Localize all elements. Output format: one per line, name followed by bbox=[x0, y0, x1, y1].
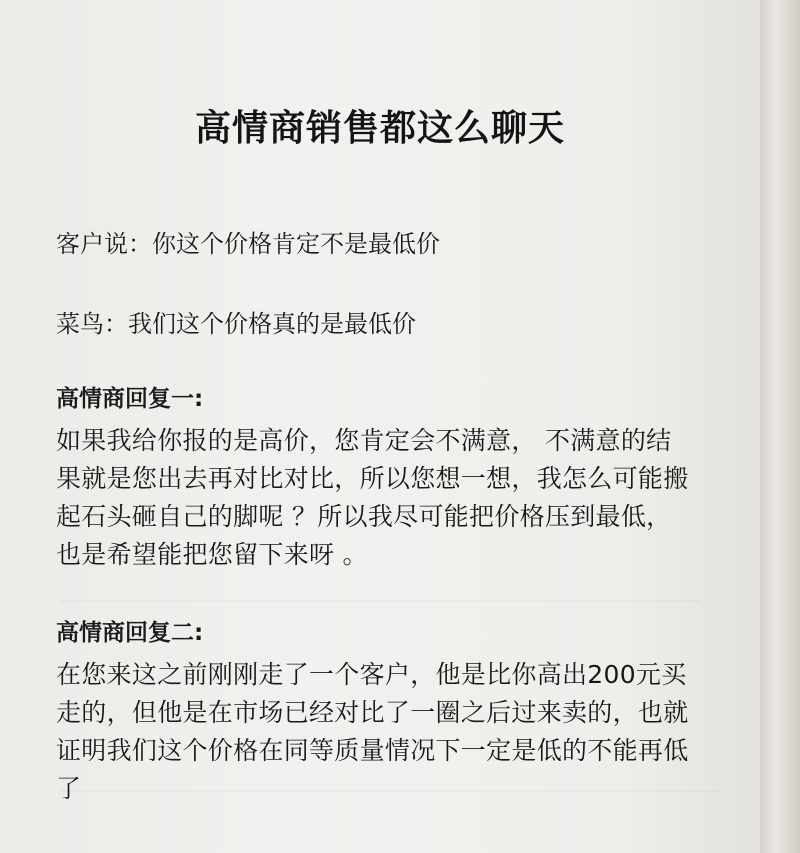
reply2-line: 走的，但他是在市场已经对比了一圈之后过来卖的，也就 bbox=[56, 698, 689, 727]
reply1-line: 果就是您出去再对比对比，所以您想一想，我怎么可能搬 bbox=[56, 464, 689, 493]
reply2-heading: 高情商回复二: bbox=[56, 620, 204, 646]
bleed-through-text bbox=[60, 790, 720, 792]
reply2-line: 证明我们这个价格在同等质量情况下一定是低的不能再低 bbox=[56, 736, 689, 765]
reply1-line: 起石头砸自己的脚呢 ？所以我尽可能把价格压到最低， bbox=[56, 502, 672, 531]
reply2-line: 了 bbox=[56, 774, 82, 803]
reply1-line: 也是希望能把您留下来呀 。 bbox=[56, 540, 368, 569]
customer-line: 客户说：你这个价格肯定不是最低价 bbox=[56, 230, 440, 258]
novice-line: 菜鸟：我们这个价格真的是最低价 bbox=[56, 310, 416, 338]
next-page-edge bbox=[760, 0, 800, 853]
reply1-line: 如果我给你报的是高价，您肯定会不满意， 不满意的结 bbox=[56, 426, 672, 455]
reply1-heading: 高情商回复一: bbox=[56, 386, 204, 412]
page-title: 高情商销售都这么聊天 bbox=[194, 108, 565, 149]
bleed-through-text bbox=[60, 600, 700, 602]
reply2-line: 在您来这之前刚刚走了一个客户，他是比你高出200元买 bbox=[56, 660, 687, 689]
